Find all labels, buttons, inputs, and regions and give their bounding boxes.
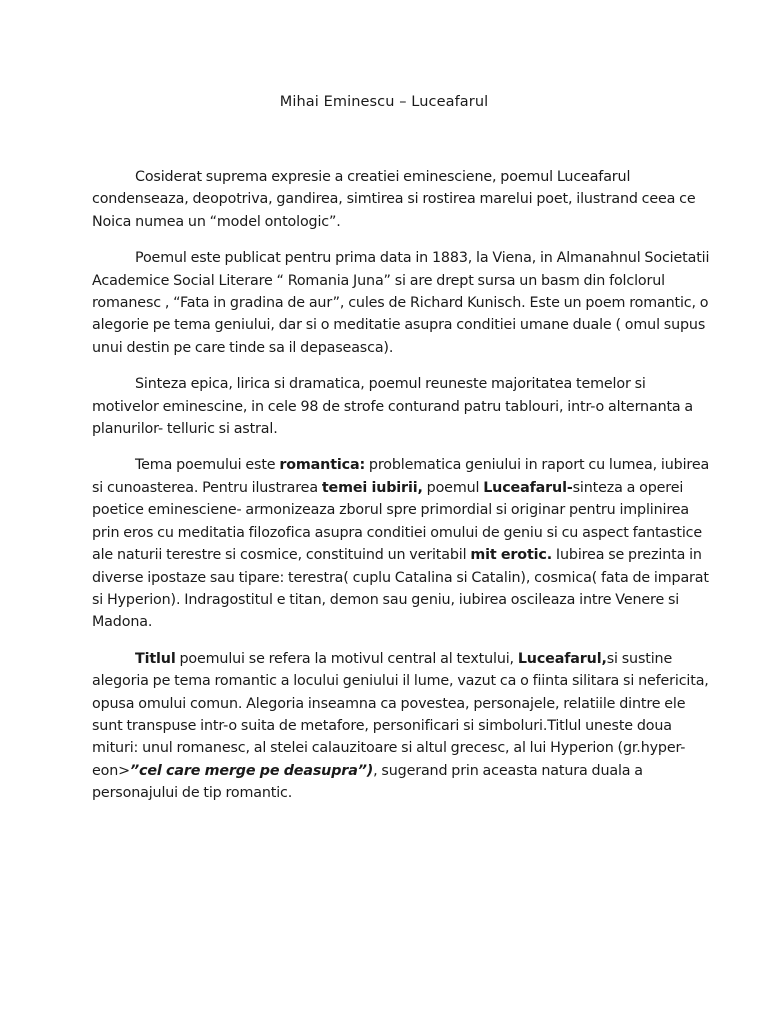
paragraph-text: poemul — [422, 479, 484, 496]
emphasis-text: romantica: — [279, 457, 366, 474]
emphasis-text: temei iubirii, — [321, 479, 423, 496]
paragraph-theme — [92, 454, 712, 633]
paragraph-text: Tema poemului este — [135, 457, 280, 474]
paragraph-text: , sugerand prin aceasta natura duala a personajului de tip romantic. — [92, 762, 643, 802]
emphasis-text: Luceafarul, — [517, 650, 607, 667]
paragraph-text: Sinteza epica, lirica si dramatica, poemul reuneste majoritatea temelor si motivelor eminescine, in cele 98 de strofe conturand patru tablouri, intr-o alternanta a planurilor- telluric si astral. — [92, 376, 694, 438]
document-body — [92, 166, 712, 819]
paragraph-intro — [92, 166, 712, 233]
emphasis-text: mit erotic. — [470, 547, 553, 564]
paragraph-text: Poemul este publicat pentru prima data in 1883, la Viena, in Almanahnul Societatii Academice Social Literare “ Romania Juna” si are drept sursa un basm din folclorul romanesc , “Fata in gradina de aur”, cules de Richard Kunisch. Este un poem romantic, o alegorie pe tema geniului, dar si o meditatie asupra conditiei umane duale ( omul supus unui destin pe care tinde sa il depaseasca). — [92, 250, 710, 356]
emphasis-text: Titlul — [135, 650, 176, 667]
paragraph-text: poemului se refera la motivul central al textului, — [175, 650, 518, 667]
paragraph-synthesis — [92, 373, 712, 440]
paragraph-text: Iubirea se prezinta in diverse ipostaze sau tipare: terestra( cuplu Catalina si Catalin), cosmica( fata de imparat si Hyperion). Indragostitul e titan, demon sau geniu, iubirea oscileaza intre Venere si Madona. — [92, 547, 709, 631]
paragraph-text: sinteza a operei poetice eminesciene- armonizeaza zborul spre primordial si originar pentru implinirea prin eros cu meditatia filozofica asupra conditiei omului de geniu si cu aspect fantastice ale naturii terestre si cosmice, constituind un veritabil — [92, 479, 703, 564]
paragraph-publication — [92, 247, 712, 359]
emphasis-text: Luceafarul- — [483, 479, 573, 496]
paragraph-text: problematica geniului in raport cu lumea, iubirea si cunoasterea. Pentru ilustrarea — [92, 457, 710, 496]
paragraph-text: si sustine alegoria pe tema romantic a locului geniului il lume, vazut ca o fiinta silitara si nefericita, opusa omului comun. Alegoria inseamna ca povestea, personajele, relatiile dintre ele sunt transpuse intr-o suita de metafore, personificari si simboluri.Titlul uneste doua mituri: unul romanesc, al stelei calauzitoare si altul grecesc, al lui Hyperion (gr.hyper-eon> — [92, 650, 709, 779]
paragraph-text: Cosiderat suprema expresie a creatiei eminesciene, poemul Luceafarul condenseaza, deopotriva, gandirea, simtirea si rostirea marelui poet, ilustrand ceea ce Noica numea un “model ontologic”. — [92, 169, 696, 230]
quote-emphasis-text: ”cel care merge pe deasupra”) — [129, 762, 374, 779]
document-title: Mihai Eminescu – Luceafarul — [279, 94, 489, 110]
paragraph-title-analysis — [92, 648, 712, 805]
